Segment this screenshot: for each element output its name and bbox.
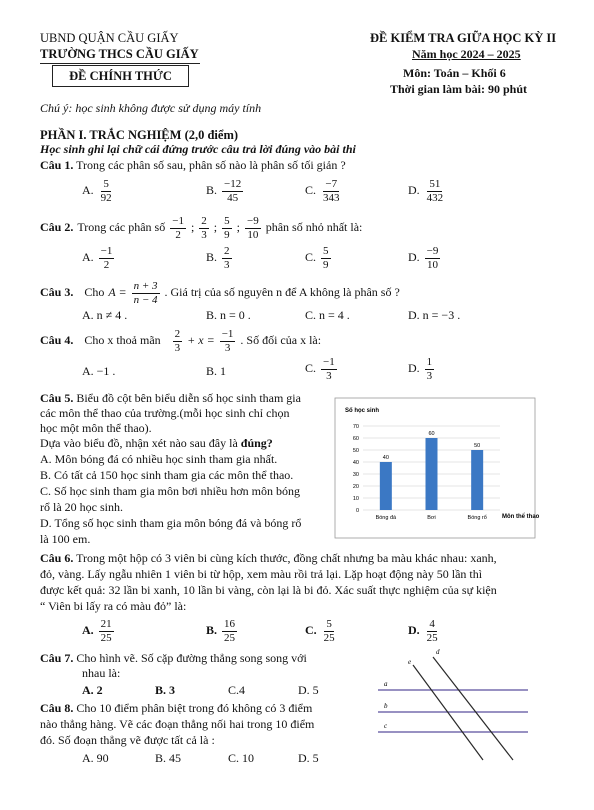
q2-option-c[interactable]: C. $\frac{5}{9}$ xyxy=(305,245,329,271)
chart-bar xyxy=(426,438,438,510)
label-b: b xyxy=(384,702,388,710)
chart-ytick-label: 30 xyxy=(352,472,359,478)
q5-option-b[interactable]: B. Có tất cả 150 học sinh tham gia các môn thể thao. xyxy=(40,468,294,482)
q4-option-d[interactable]: D. $\frac{1}{3}$ xyxy=(408,356,433,382)
chart-data-label: 40 xyxy=(382,455,389,461)
chart-bar xyxy=(380,462,392,510)
q2-text: Câu 2. Trong các phân số $\frac{-1}{2}$ ; $\frac{2}{3}$ ; $\frac{5}{9}$ ; $\frac{-9}{10}$ phân số nhỏ nhất là: xyxy=(40,215,363,241)
q7-line-1: Câu 7. Cho hình vẽ. Số cặp đường thẳng song song với xyxy=(40,651,307,665)
chart-xlabel: Môn thể thao xyxy=(502,514,540,520)
exam-note: Chú ý: học sinh không được sử dụng máy tính xyxy=(40,101,262,115)
q7-line-2: nhau là: xyxy=(82,666,121,680)
official-label: ĐỀ CHÍNH THỨC xyxy=(52,65,189,87)
q5-option-d-cont: là 100 em. xyxy=(40,532,91,546)
chart-xtick-label: Bơi xyxy=(427,515,436,521)
q1-option-b[interactable]: B. $\frac{-12}{45}$ xyxy=(206,178,242,204)
q5-option-c[interactable]: C. Số học sinh tham gia môn bơi nhiều hơn môn bóng xyxy=(40,484,301,498)
chart-ytick-label: 40 xyxy=(352,460,359,466)
q6-option-a[interactable]: A. $\frac{21}{25}$ xyxy=(82,618,112,644)
part1-instruction: Học sinh ghi lại chữ cái đứng trước câu trả lời đúng vào bài thi xyxy=(40,142,356,156)
q8-line-1: Câu 8. Cho 10 điểm phân biệt trong đó không có 3 điểm xyxy=(40,701,313,715)
q7-option-b[interactable]: B. 3 xyxy=(155,683,176,697)
q8-option-b[interactable]: B. 45 xyxy=(155,751,182,765)
label-e: e xyxy=(408,658,412,666)
q3-option-a[interactable]: A. n ≠ 4 . xyxy=(82,308,128,322)
q1-text: Câu 1. Trong các phân số sau, phân số nào là phân số tối giản ? xyxy=(40,158,346,172)
q2-option-b[interactable]: B. $\frac{2}{3}$ xyxy=(206,245,230,271)
label-d: d xyxy=(436,648,440,656)
q8-option-d[interactable]: D. 5 xyxy=(298,751,319,765)
q7-option-c[interactable]: C.4 xyxy=(228,683,246,697)
chart-xtick-label: Bóng đá xyxy=(375,515,397,521)
q8-option-c[interactable]: C. 10 xyxy=(228,751,255,765)
q3-option-c[interactable]: C. n = 4 . xyxy=(305,308,350,322)
chart-xtick-label: Bóng rổ xyxy=(467,515,487,521)
q7-option-a[interactable]: A. 2 xyxy=(82,683,103,697)
q4-option-b[interactable]: B. 1 xyxy=(206,364,227,378)
q6-option-b[interactable]: B. $\frac{16}{25}$ xyxy=(206,618,236,644)
q8-line-3: đó. Số đoạn thẳng vẽ được tất cả là : xyxy=(40,733,215,747)
parallel-lines-figure xyxy=(378,640,528,765)
q5-line-1: Câu 5. Biểu đồ cột bên biểu diễn số học sinh tham gia xyxy=(40,391,301,405)
q6-line-3: được kết quả: 32 lần bi xanh, 10 lần bi vàng, còn lại là bi đỏ. Xác suất thực nghiệm của sự kiện xyxy=(40,583,497,597)
subject: Môn: Toán – Khối 6 xyxy=(403,66,506,80)
q1-option-d[interactable]: D. $\frac{51}{432}$ xyxy=(408,178,444,204)
q5-line-2: các môn thể thao của trường.(mỗi học sinh chỉ chọn xyxy=(40,406,290,420)
q8-option-a[interactable]: A. 90 xyxy=(82,751,109,765)
q5-line-3: học một môn thể thao). xyxy=(40,421,152,435)
q5-line-4: Dựa vào biểu đồ, nhận xét nào sau đây là đúng? xyxy=(40,436,273,450)
duration: Thời gian làm bài: 90 phút xyxy=(390,82,528,96)
chart-data-label: 50 xyxy=(474,443,481,449)
q1-option-a[interactable]: A. $\frac{5}{92}$ xyxy=(82,178,112,204)
q2-option-a[interactable]: A. $\frac{-1}{2}$ xyxy=(82,245,113,271)
q4-option-a[interactable]: A. −1 . xyxy=(82,364,116,378)
label-c: c xyxy=(384,722,388,730)
q8-line-2: nào thẳng hàng. Vẽ các đoạn thẳng nối hai trong 10 điểm xyxy=(40,717,315,731)
q7-option-d[interactable]: D. 5 xyxy=(298,683,319,697)
school-year: Năm học 2024 – 2025 xyxy=(412,47,521,61)
q6-option-d[interactable]: D. $\frac{4}{25}$ xyxy=(408,618,438,644)
q5-option-d[interactable]: D. Tổng số học sinh tham gia môn bóng đá và bóng rổ xyxy=(40,516,302,530)
chart-ytick-label: 0 xyxy=(355,508,359,514)
q3-text: Câu 3. Cho A = $\frac{n + 3}{n - 4}$ . Giá trị của số nguyên n để A không là phân số ? xyxy=(40,280,400,306)
chart-ytick-label: 20 xyxy=(352,484,359,490)
q3-option-b[interactable]: B. n = 0 . xyxy=(206,308,251,322)
chart-ytick-label: 60 xyxy=(352,436,359,442)
q3-option-d[interactable]: D. n = −3 . xyxy=(408,308,461,322)
q1-option-c[interactable]: C. $\frac{-7}{343}$ xyxy=(305,178,340,204)
q6-line-1: Câu 6. Trong một hộp có 3 viên bi cùng kích thước, đồng chất nhưng ba màu khác nhau: xanh, xyxy=(40,551,497,565)
school-district: UBND QUẬN CẦU GIẤY xyxy=(40,31,179,45)
chart-ytick-label: 50 xyxy=(352,448,359,454)
school-name: TRƯỜNG THCS CẦU GIẤY xyxy=(40,47,199,61)
chart-data-label: 60 xyxy=(428,431,435,437)
q5-option-c-cont: rổ là 20 học sinh. xyxy=(40,500,123,514)
chart-ytick-label: 70 xyxy=(352,424,359,430)
q2-option-d[interactable]: D. $\frac{-9}{10}$ xyxy=(408,245,439,271)
q4-text: Câu 4. Cho x thoả mãn $\frac{2}{3}$ + x = $\frac{-1}{3}$ . Số đối của x là: xyxy=(40,328,322,354)
chart-ytick-label: 10 xyxy=(352,496,359,502)
q4-option-c[interactable]: C. $\frac{-1}{3}$ xyxy=(305,356,335,382)
q6-line-2: đỏ, vàng. Lấy ngẫu nhiên 1 viên bi từ hộp, xem màu rồi trả lại. Lặp hoạt động này 50 lần thì xyxy=(40,567,483,581)
label-a: a xyxy=(384,680,388,688)
exam-title: ĐỀ KIỂM TRA GIỮA HỌC KỲ II xyxy=(370,31,557,45)
q6-line-4: “ Viên bi lấy ra có màu đỏ” là: xyxy=(40,599,187,613)
chart-bar xyxy=(471,450,483,510)
bar-chart xyxy=(335,398,540,538)
chart-ylabel: Số học sinh xyxy=(345,408,380,414)
part1-title: PHẦN I. TRẮC NGHIỆM (2,0 điểm) xyxy=(40,128,239,142)
q5-option-a[interactable]: A. Môn bóng đá có nhiều học sinh tham gia nhất. xyxy=(40,452,278,466)
q6-option-c[interactable]: C. $\frac{5}{25}$ xyxy=(305,618,335,644)
header-divider xyxy=(40,63,200,64)
